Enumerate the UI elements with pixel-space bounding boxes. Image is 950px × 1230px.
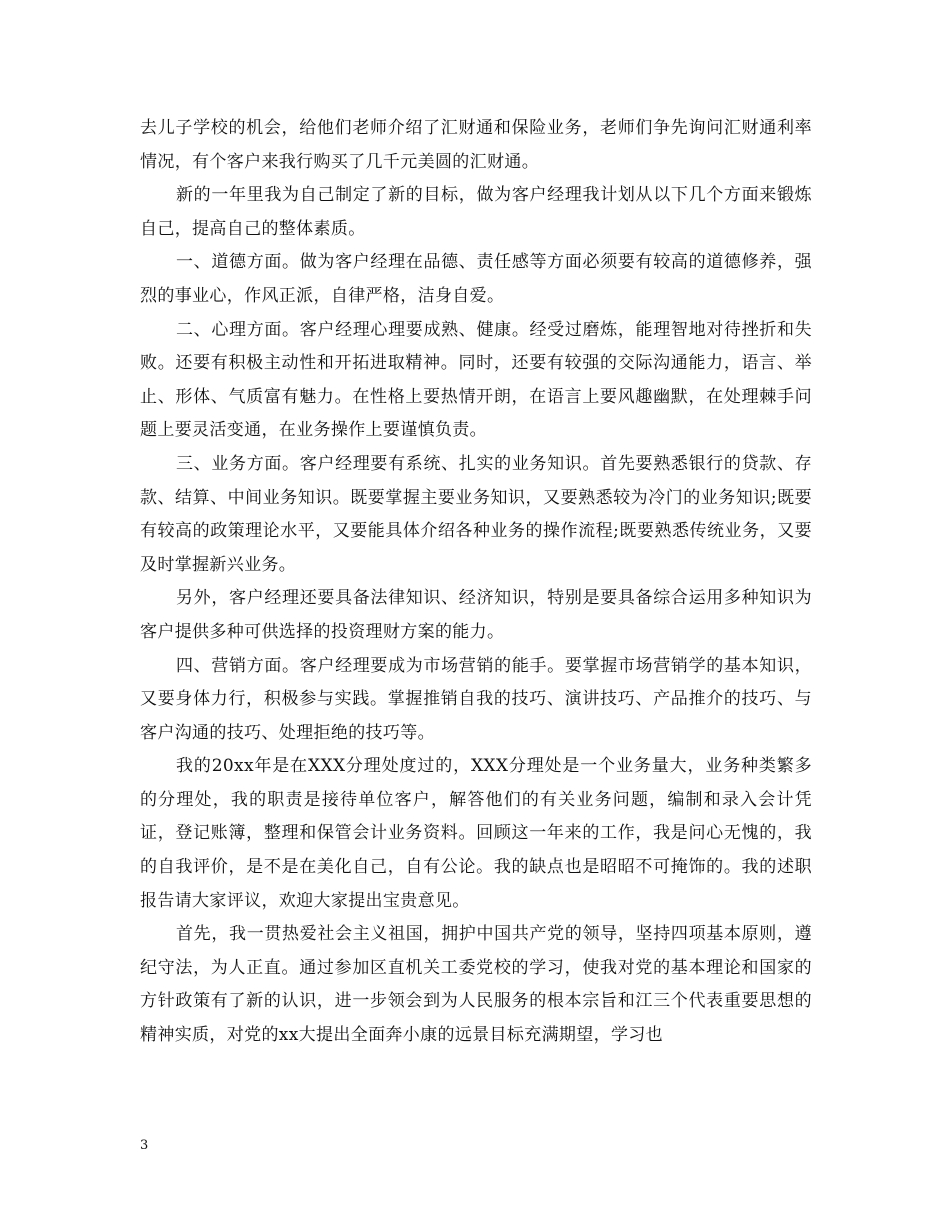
document-body [140, 112, 812, 1053]
paragraph-3: 一、道德方面。做为客户经理在品德、责任感等方面必须要有较高的道德修养，强烈的事业心，作风正派，自律严格，洁身自爱。 [140, 252, 812, 306]
page-number: 3 [140, 1138, 149, 1153]
paragraph-1: 去儿子学校的机会，给他们老师介绍了汇财通和保险业务，老师们争先询问汇财通利率情况，有个客户来我行购买了几千元美圆的汇财通。 [140, 118, 812, 172]
paragraph-2: 新的一年里我为自己制定了新的目标，做为客户经理我计划从以下几个方面来锻炼自己，提高自己的整体素质。 [140, 185, 812, 239]
paragraph-9: 首先，我一贯热爱社会主义祖国，拥护中国共产党的领导，坚持四项基本原则，遵纪守法，为人正直。通过参加区直机关工委党校的学习，使我对党的基本理论和国家的方针政策有了新的认识，进一步领会到为人民服务的根本宗旨和江三个代表重要思想的精神实质，对党的xx大提出全面奔小康的远景目标充满期望，学习也 [140, 924, 812, 1046]
paragraph-5: 三、业务方面。客户经理要有系统、扎实的业务知识。首先要熟悉银行的贷款、存款、结算、中间业务知识。既要掌握主要业务知识，又要熟悉较为冷门的业务知识;既要有较高的政策理论水平，又要能具体介绍各种业务的操作流程;既要熟悉传统业务，又要及时掌握新兴业务。 [140, 453, 812, 575]
paragraph-7: 四、营销方面。客户经理要成为市场营销的能手。要掌握市场营销学的基本知识，又要身体力行，积极参与实践。掌握推销自我的技巧、演讲技巧、产品推介的技巧、与客户沟通的技巧、处理拒绝的技巧等。 [140, 655, 812, 743]
paragraph-8: 我的20xx年是在XXX分理处度过的，XXX分理处是一个业务量大，业务种类繁多的分理处，我的职责是接待单位客户，解答他们的有关业务问题，编制和录入会计凭证，登记账簿，整理和保管会计业务资料。回顾这一年来的工作，我是问心无愧的，我的自我评价，是不是在美化自己，自有公论。我的缺点也是昭昭不可掩饰的。我的述职报告请大家评议，欢迎大家提出宝贵意见。 [140, 756, 812, 911]
paragraph-4: 二、心理方面。客户经理心理要成熟、健康。经受过磨炼，能理智地对待挫折和失败。还要有积极主动性和开拓进取精神。同时，还要有较强的交际沟通能力，语言、举止、形体、气质富有魅力。在性格上要热情开朗，在语言上要风趣幽默，在处理棘手问题上要灵活变通，在业务操作上要谨慎负责。 [140, 319, 812, 441]
paragraph-6: 另外，客户经理还要具备法律知识、经济知识，特别是要具备综合运用多种知识为客户提供多种可供选择的投资理财方案的能力。 [140, 588, 812, 642]
